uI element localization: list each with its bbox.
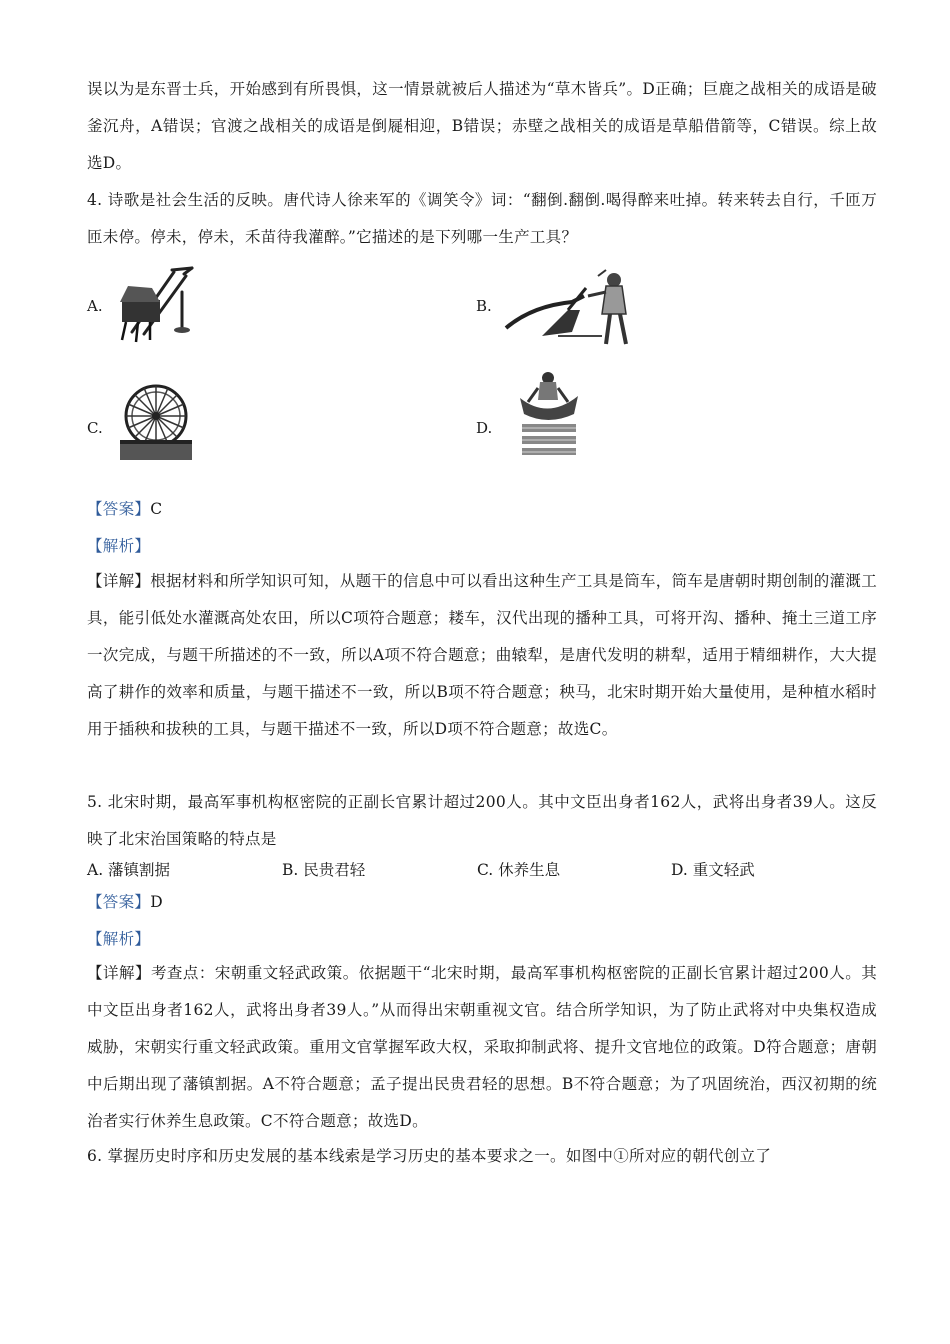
question-5-analysis-tag (87, 921, 877, 958)
analysis-tag: 【解析】 (87, 930, 151, 948)
question-6-stem: 6. 掌握历史时序和历史发展的基本线索是学习历史的基本要求之一。如图中①所对应的朝代创立了 (87, 1147, 772, 1165)
answer-value: C (150, 500, 163, 518)
previous-answer-continuation: 误以为是东晋士兵，开始感到有所畏惧，这一情景就被后人描述为“草木皆兵”。D正确；巨鹿之战相关的成语是破釜沉舟，A错误；官渡之战相关的成语是倒屣相迎，B错误；赤壁之战相关的成语是草船借箭等，C错误。综上故选D。 (87, 80, 877, 172)
answer-tag: 【答案】 (87, 500, 151, 518)
seed-drill-icon (112, 262, 198, 344)
detail-text: 考查点：宋朝重文轻武政策。依据题干“北宋时期，最高军事机构枢密院的正副长官累计超过200人。其中文臣出身者162人，武将出身者39人。”从而得出宋朝重视文官。结合所学知识，为了防止武将对中央集权造成威胁，宋朝实行重文轻武政策。重用文官掌握军政大权，采取抑制武将、提升文官地位的政策。D符合题意；唐朝中后期出现了藩镇割据。A不符合题意；孟子提出民贵君轻的思想。B不符合题意；为了巩固统治，西汉初期的统治者实行休养生息政策。C不符合题意；故选D。 (87, 964, 877, 1130)
answer-value: D (150, 893, 163, 911)
detail-text: 根据材料和所学知识可知，从题干的信息中可以看出这种生产工具是筒车，筒车是唐朝时期创制的灌溉工具，能引低处水灌溉高处农田，所以C项符合题意；耧车，汉代出现的播种工具，可将开沟、播种、掩土三道工序一次完成，与题干所描述的不一致，所以A项不符合题意；曲辕犁，是唐代发明的耕犁，适用于精细耕作，大大提高了耕作的效率和质量，与题干描述不一致，所以B项不符合题意；秧马，北宋时期开始大量使用，是种植水稻时用于插秧和拔秧的工具，与题干描述不一致，所以D项不符合题意；故选C。 (87, 572, 878, 738)
option-d-label: D. (476, 419, 493, 437)
option-b-label: B. (476, 297, 492, 315)
question-5-detail (87, 955, 877, 1140)
choice-b: B. 民贵君轻 (282, 861, 366, 879)
answer-tag: 【答案】 (87, 893, 151, 911)
rice-transplanter-icon (518, 368, 580, 456)
option-a-label: A. (87, 297, 103, 315)
question-4-detail (87, 563, 877, 748)
curved-plough-icon (502, 266, 640, 350)
question-4-answer (87, 491, 877, 528)
choice-c: C. 休养生息 (477, 861, 561, 879)
option-c-label: C. (87, 419, 103, 437)
question-4-analysis-tag (87, 528, 877, 565)
water-wheel-icon (116, 378, 194, 462)
question-4-stem: 4. 诗歌是社会生活的反映。唐代诗人徐来军的《调笑令》词：“翻倒.翻倒.喝得醉来吐掉。转来转去自行，千匝万匝未停。停未，停未，禾苗待我灌醉。”它描述的是下列哪一生产工具？ (87, 191, 877, 246)
analysis-tag: 【解析】 (87, 537, 151, 555)
choice-d: D. 重文轻武 (671, 861, 755, 879)
question-5-answer (87, 884, 877, 921)
detail-tag: 【详解】 (87, 572, 151, 590)
detail-tag: 【详解】 (87, 964, 151, 982)
choice-a: A. 藩镇割据 (87, 861, 171, 879)
question-5-stem: 5. 北宋时期，最高军事机构枢密院的正副长官累计超过200人。其中文臣出身者162人，武将出身者39人。这反映了北宋治国策略的特点是 (87, 793, 877, 848)
